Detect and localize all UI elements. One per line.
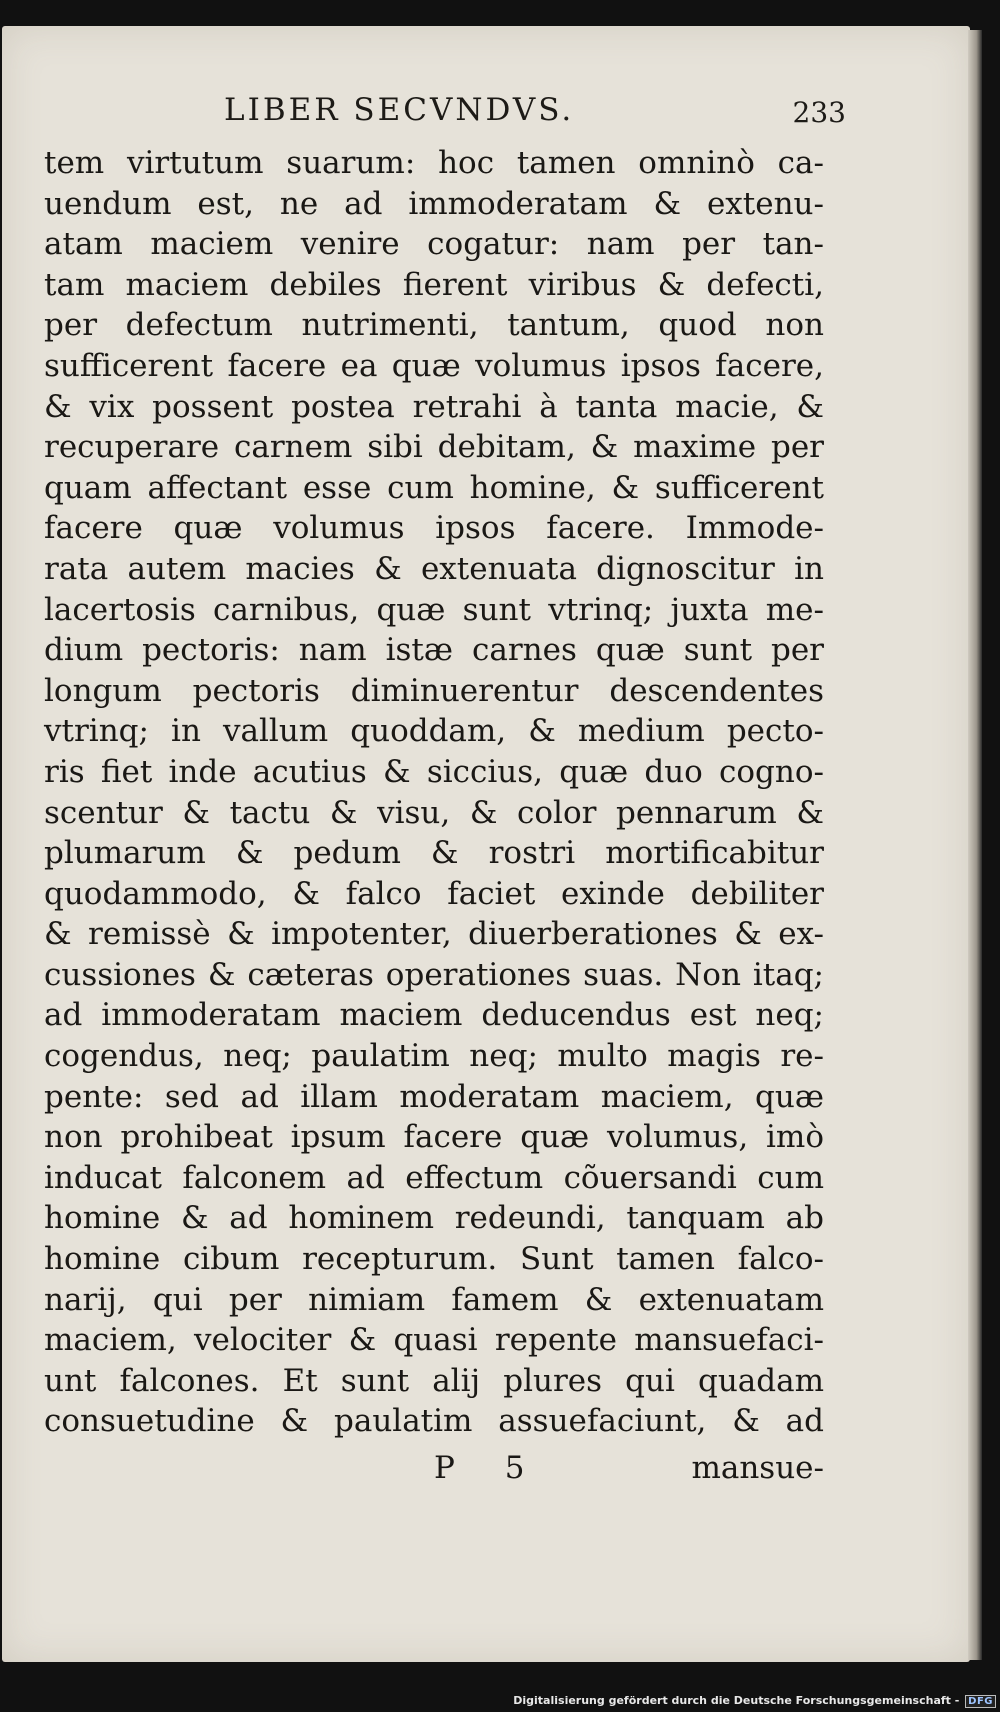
text-line: lacertosis carnibus, quæ sunt vtrinq; juxta me- [44, 591, 824, 628]
text-line: longum pectoris diminuerentur descendentes [44, 672, 824, 709]
running-head [56, 92, 846, 136]
text-line: cussiones & cæteras operationes suas. Non itaq; [44, 956, 824, 993]
text-line: maciem, velociter & quasi repente mansuefaci- [44, 1322, 824, 1359]
page-footer [44, 1450, 824, 1494]
text-line: per defectum nutrimenti, tantum, quod non [44, 307, 824, 344]
text-line: pente: sed ad illam moderatam maciem, quæ [44, 1078, 824, 1115]
text-line: scentur & tactu & visu, & color pennarum & [44, 794, 824, 831]
page-edge [968, 30, 982, 1660]
text-line: atam maciem venire cogatur: nam per tan- [44, 226, 824, 263]
signature-mark: P 5 [434, 1450, 545, 1486]
text-line: vtrinq; in vallum quoddam, & medium pecto- [44, 713, 824, 750]
digitization-credit [513, 1694, 996, 1708]
text-line: tem virtutum suarum: hoc tamen omninò ca- [44, 145, 824, 181]
text-line: narij, qui per nimiam famem & extenuatam [44, 1281, 824, 1318]
text-line: & remissè & impotenter, diuerberationes & ex- [44, 916, 824, 953]
text-line: ris fiet inde acutius & siccius, quæ duo cogno- [44, 753, 824, 790]
running-head-title: LIBER SECVNDVS. [224, 92, 575, 128]
text-line: unt falcones. Et sunt alij plures qui quadam [44, 1362, 824, 1399]
text-line: plumarum & pedum & rostri mortificabitur [44, 835, 824, 872]
page-number: 233 [792, 96, 846, 129]
catchword: mansue- [691, 1450, 824, 1486]
text-line: recuperare carnem sibi debitam, & maxime per [44, 429, 824, 466]
text-line: rata autem macies & extenuata dignoscitur in [44, 550, 824, 587]
text-line: consuetudine & paulatim assuefaciunt, & ad [44, 1403, 824, 1440]
text-line: uendum est, ne ad immoderatam & extenu- [44, 185, 824, 222]
text-line: quodammodo, & falco faciet exinde debiliter [44, 875, 824, 912]
text-line: cogendus, neq; paulatim neq; multo magis re- [44, 1038, 824, 1075]
text-line: homine & ad hominem redeundi, tanquam ab [44, 1200, 824, 1237]
text-line: facere quæ volumus ipsos facere. Immode- [44, 510, 824, 547]
text-line: sufficerent facere ea quæ volumus ipsos facere, [44, 347, 824, 384]
text-line: inducat falconem ad effectum cõuersandi cum [44, 1159, 824, 1196]
body-text [44, 143, 824, 1442]
credit-text: Digitalisierung gefördert durch die Deutsche Forschungsgemeinschaft - [513, 1694, 960, 1707]
text-line: non prohibeat ipsum facere quæ volumus, imò [44, 1119, 824, 1156]
text-line: & vix possent postea retrahi à tanta macie, & [44, 388, 824, 425]
text-line: dium pectoris: nam istæ carnes quæ sunt per [44, 632, 824, 669]
text-line: ad immoderatam maciem deducendus est neq; [44, 997, 824, 1034]
text-line: homine cibum recepturum. Sunt tamen falco- [44, 1241, 824, 1278]
dfg-logo: DFG [965, 1695, 996, 1708]
text-line: tam maciem debiles fierent viribus & defecti, [44, 266, 824, 303]
text-line: quam affectant esse cum homine, & sufficerent [44, 469, 824, 506]
